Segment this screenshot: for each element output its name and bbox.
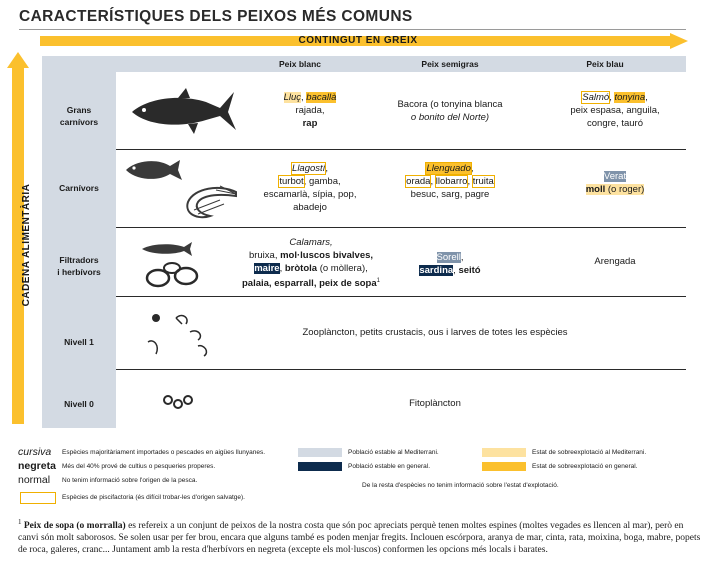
column-header-white-fish: Peix blanc [278, 59, 322, 69]
species-horse-mackerel: Sorell [436, 252, 461, 263]
row-label-level-0: Nivell 0 [64, 399, 94, 409]
food-chain-label: CADENA ALIMENTÀRIA [21, 183, 32, 307]
species-herring: Arengada [594, 256, 636, 267]
species-red-mullet-alt: (o roger) [607, 184, 645, 195]
species-trout: truita [472, 176, 494, 187]
cell-carnivores-semi: Llenguado, orada, llobarro, truita besuc, sarg, pagre [406, 163, 494, 200]
fat-content-label: CONTINGUT EN GREIX [298, 35, 418, 46]
species-seabass: llobarro [435, 176, 468, 187]
legend-swatch-overexploited-med [482, 448, 526, 457]
legend-italic-key: cursiva [18, 446, 52, 458]
species-sardine: sardina [419, 265, 454, 276]
species-soup-fish: palaia, esparrall, peix de sopa [242, 278, 377, 290]
page-title: CARACTERÍSTIQUES DELS PEIXOS MÉS COMUNS [19, 8, 413, 25]
legend-farmed-desc: Espècies de piscifactoria (és difícil trobar-les d'origen salvatge). [62, 494, 245, 501]
cell-level-1: Zooplàncton, petits crustacis, ous i larves de totes les espècies [302, 327, 568, 338]
species-swordfish: peix espasa, anguila, [570, 105, 660, 116]
species-anchovy: seitó [458, 265, 481, 276]
footnote-ref: 1 [376, 278, 380, 284]
cell-filter-feeders-oily [545, 255, 685, 268]
species-forkbeard-alt: (o mòllera), [319, 263, 368, 274]
cell-carnivores-oily [545, 170, 685, 196]
column-header-oily-fish: Peix blau [586, 59, 624, 69]
row-divider [116, 369, 686, 370]
sea-bream-icon [124, 156, 184, 184]
species-tuna: tonyina [614, 92, 646, 103]
legend-normal-desc: No tenim informació sobre l'origen de la pesca. [62, 477, 198, 484]
cell-large-carnivores-white: Lluç, bacallà rajada, rap [283, 92, 337, 129]
footnote-text: es refereix a un conjunt de peixos de la nostra costa que són poc apreciats perquè tenen moltes espines (moltes vegades es llencen al mar), però en canvi són molt saborosos. Se solen usar per fer brou, encara que alguns també es poden menjar fregits. Inclouen escórpora, aranya de mar, cinta, rata, moixina, boga, mabre, popets de roca, galeres, cranc... Juntament amb la resta d'herbívors en negreta (excepte els mol·luscos) conformen les opcions més locals i barates. [18, 521, 701, 556]
legend-overexploited-general: Estat de sobreexplotació en general. [532, 463, 638, 470]
species-sole: Llenguado [426, 163, 471, 174]
species-red-mullet: moll [585, 184, 606, 195]
row-divider [116, 296, 686, 297]
cell-level-0: Fitoplàncton [409, 398, 461, 409]
legend-italic-desc: Espècies majoritàriament importades o pescades en aigües llunyanes. [62, 449, 266, 456]
species-hake: Lluç [283, 92, 302, 103]
species-seabream: besuc, sarg, pagre [410, 189, 490, 200]
legend-normal-key: normal [18, 474, 51, 486]
sardine-icon [140, 240, 194, 258]
footnote-head: Peix de sopa (o morralla) [23, 521, 126, 532]
species-mackerel: Verat [603, 171, 627, 182]
cell-large-carnivores-semi [370, 98, 530, 124]
species-pouting: maire [254, 263, 280, 274]
species-langoustine: escamarlà, sípia, pop, [263, 189, 357, 200]
species-bivalves: mol·luscos bivalves, [280, 250, 374, 261]
row-divider [116, 227, 686, 228]
row-label-level-1: Nivell 1 [64, 337, 94, 347]
legend-stable-general: Població estable en general. [348, 463, 431, 470]
legend-swatch-overexploited-general [482, 462, 526, 471]
species-squid: Calamars, [289, 237, 333, 248]
cell-large-carnivores-oily: Salmó, tonyina, peix espasa, anguila, congre, tauró [570, 92, 660, 129]
species-shrimp: gamba, [308, 176, 341, 187]
cell-filter-feeders-semi: Sorell, sardina, seitó [419, 252, 481, 276]
legend-farmed-box [20, 492, 56, 504]
species-ray: rajada, [295, 105, 325, 116]
species-monkfish: rap [302, 118, 318, 129]
row-label-large-carnivores: Grans carnívors [59, 105, 99, 127]
column-header-semi-oily-fish: Peix semigras [421, 59, 479, 69]
species-albacore: Bacora (o tonyina blanca [397, 99, 503, 110]
species-forkbeard: bròtola [284, 263, 318, 274]
species-pollock: abadejo [293, 202, 327, 213]
footnote [18, 516, 702, 556]
title-divider [19, 29, 686, 30]
legend-swatch-stable-general [298, 462, 342, 471]
species-conger: congre, tauró [587, 118, 643, 129]
species-prawn: Llagostí [292, 163, 326, 174]
legend-no-info: De la resta d'espècies no tenim informació sobre l'estat d'explotació. [362, 482, 559, 489]
cell-carnivores-white: Llagostí, turbot, gamba, escamarlà, sípia, pop, abadejo [263, 163, 357, 213]
row-label-carnivores: Carnívors [59, 183, 99, 193]
mussels-icon [144, 260, 200, 292]
footnote-mark: 1 [18, 518, 22, 526]
species-gilthead: orada [406, 176, 431, 187]
phytoplankton-icon [160, 392, 198, 412]
legend-stable-med: Població estable al Mediterrani. [348, 449, 439, 456]
legend-bold-key: negreta [18, 460, 56, 472]
row-divider [116, 149, 686, 150]
legend-bold-desc: Més del 40% prové de cultius o pesqueries properes. [62, 463, 216, 470]
species-poutassou: bruixa, [248, 250, 278, 261]
species-salmon: Salmó [582, 92, 610, 103]
legend-overexploited-med: Estat de sobreexplotació al Mediterrani. [532, 449, 647, 456]
cell-filter-feeders-white: Calamars, bruixa, mol·luscos bivalves, maire, bròtola (o mòllera), palaia, esparrall, peix de sopa$^1$ [242, 237, 380, 290]
shrimp-icon [180, 182, 242, 222]
species-cod: bacallà [306, 92, 337, 103]
legend-swatch-stable-med [298, 448, 342, 457]
row-label-filter-feeders: Filtradors i herbívors [57, 255, 101, 277]
species-albacore-alt: o bonito del Norte) [410, 112, 490, 123]
species-turbot: turbot [279, 176, 304, 187]
tuna-icon [128, 86, 240, 136]
